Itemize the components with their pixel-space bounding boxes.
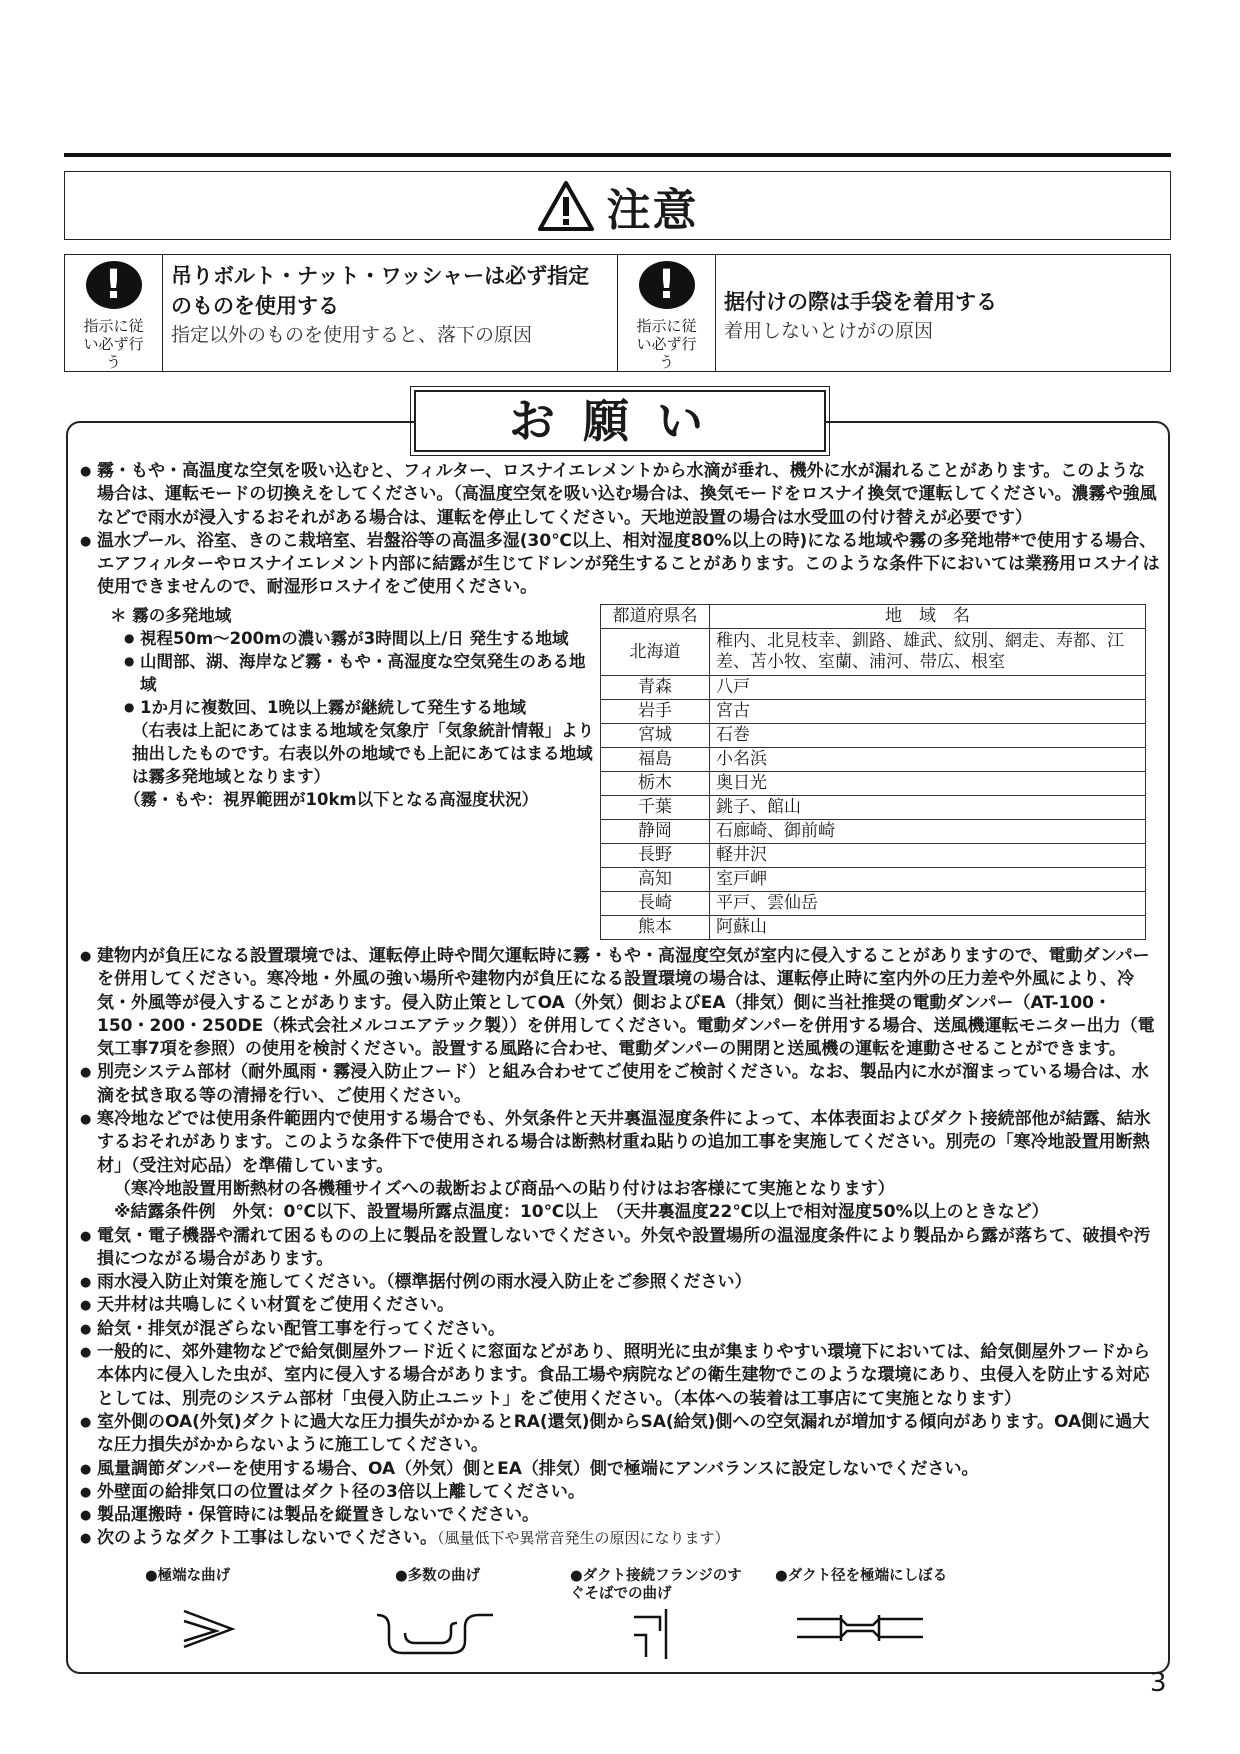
list-item: ● 雨水浸入防止対策を施してください。（標準据付例の雨水浸入防止をご参照ください） (80, 1271, 1160, 1294)
list-item: ● 室外側のOA(外気)ダクトに過大な圧力損失がかかるとRA(還気)側からSA(給気)側への空気漏れが増加する傾向があります。OA側に過大な圧力損失がかからないように施工してください。 (80, 1411, 1160, 1458)
prefecture-cell: 栃木 (601, 772, 710, 796)
prefecture-cell: 静岡 (601, 820, 710, 844)
table-row (601, 844, 1146, 868)
region-cell: 軽井沢 (710, 844, 1146, 868)
prefecture-cell: 岩手 (601, 700, 710, 724)
region-cell: 宮古 (710, 700, 1146, 724)
list-item: ● 外壁面の給排気口の位置はダクト径の3倍以上離してください。 (80, 1481, 1160, 1504)
table-row (601, 748, 1146, 772)
region-cell: 石廊崎、御前崎 (710, 820, 1146, 844)
prefecture-cell: 福島 (601, 748, 710, 772)
prefecture-cell: 長野 (601, 844, 710, 868)
condensation-note: ※結露条件例 外気：0℃以下、設置場所露点温度：10℃以上 （天井裏温度22℃以上で相対湿度50%以上のときなど） (114, 1202, 1049, 1223)
region-cell: 銚子、館山 (710, 796, 1146, 820)
duct-warning: 次のようなダクト工事はしないでください。 (97, 1528, 437, 1549)
caution-title: 注意 (606, 184, 699, 236)
requests-title: お願い (414, 390, 826, 452)
table-row (601, 868, 1146, 892)
list-item: ● 製品運搬時・保管時には製品を縦置きしないでください。 (80, 1504, 1160, 1527)
column-header: 都道府県名 (601, 605, 710, 629)
table-row (601, 700, 1146, 724)
prefecture-cell: 高知 (601, 868, 710, 892)
table-header-row (601, 605, 1146, 629)
table-row (601, 629, 1146, 676)
prefecture-cell: 北海道 (601, 629, 710, 676)
region-table (600, 604, 1146, 940)
prefecture-cell: 千葉 (601, 796, 710, 820)
fog-heading: ＊ 霧の多発地域 (110, 606, 232, 625)
fog-area-note (104, 604, 598, 811)
instruction-label: 指示に従い必ず行う (83, 317, 144, 371)
duct-narrowing-icon (795, 1613, 925, 1643)
list-item: ● 天井材は共鳴しにくい材質をご使用ください。 (80, 1294, 1160, 1317)
list-item: ● 風量調節ダンパーを使用する場合、OA（外気）側とEA（排気）側で極端にアンバランスに設定しないでください。 (80, 1458, 1160, 1481)
list-item: ● 山間部、湖、海岸など霧・もや・高湿度な空気発生のある地域 (104, 650, 598, 696)
list-item: ● 給気・排気が混ざらない配管工事を行ってください。 (80, 1318, 1160, 1341)
warning-detail: 着用しないとけがの原因 (724, 320, 934, 342)
list-item: ● 電気・電子機器や濡れて困るものの上に製品を設置しないでください。外気や設置場所の温湿度条件により製品から露が落ちて、破損や汚損につながる場合があります。 (80, 1225, 1160, 1272)
table-row (601, 820, 1146, 844)
page-number: 3 (1150, 1668, 1167, 1698)
warning-text-1 (163, 255, 618, 371)
lower-bullets (80, 945, 1160, 1551)
duct-example-label: ●ダクト接続フランジのすぐそばでの曲げ (570, 1568, 742, 1602)
warning-row (64, 254, 1171, 372)
prefecture-cell: 熊本 (601, 916, 710, 940)
list-item: ● 一般的に、郊外建物などで給気側屋外フード近くに窓面などがあり、照明光に虫が集まりやすい環境下においては、給気側屋外フードから本体内に侵入した虫が、室内に侵入する場合があります。食品工場や病院などの衛生建物でこのような環境にあり、虫侵入を防止する対応としては、別売のシステム部材「虫侵入防止ユニット」をご使用ください。（本体への装着は工事店にて実施となります） (80, 1341, 1160, 1411)
column-header: 地 域 名 (710, 605, 1146, 629)
table-row (601, 772, 1146, 796)
duct-examples (140, 1567, 1140, 1662)
table-row (601, 892, 1146, 916)
list-item: ● 寒冷地などでは使用条件範囲内で使用する場合でも、外気条件と天井裏温湿度条件によって、本体表面およびダクト接続部他が結露、結氷するおそれがあります。このような条件下で使用される場合は断熱材重ね貼りの追加工事を実施してください。別売の「寒冷地設置用断熱材」（受注対応品）を準備しています。 (80, 1108, 1160, 1178)
region-cell: 稚内、北見枝幸、釧路、雄武、紋別、網走、寿都、江差、苫小牧、室蘭、浦河、帯広、根室 (710, 629, 1146, 676)
list-item: ● 霧・もや・高温度な空気を吸い込むと、フィルター、ロスナイエレメントから水滴が垂れ、機外に水が漏れることがあります。このような場合は、運転モードの切換えをしてください。（高温度空気を吸い込む場合は、換気モードをロスナイ換気で運転してください。濃霧や強風などで雨水が浸入するおそれがある場合は、運転を停止してください。天地逆設置の場合は水受皿の付け替えが必要です） (80, 460, 1160, 530)
region-cell: 平戸、雲仙岳 (710, 892, 1146, 916)
region-cell: 八戸 (710, 676, 1146, 700)
duct-example-label: ●極端な曲げ (145, 1568, 231, 1584)
list-item: ● 建物内が負圧になる設置環境では、運転停止時や間欠運転時に霧・もや・高湿度空気が室内に侵入することがありますので、電動ダンパーを併用してください。寒冷地・外風の強い場所や建物内が負圧になる設置環境の場合は、運転停止時に室内外の圧力差や外風により、冷気・外風等が侵入することがあります。侵入防止策としてOA（外気）側およびEA（排気）側に当社推奨の電動ダンパー（AT-100・150・200・250DE（株式会社メルコエアテック製））を併用してください。電動ダンパーを併用する場合、送風機運転モニター出力（電気工事7項を参照）の使用を検討ください。設置する風路に合わせ、電動ダンパーの開閉と送風機の運転を連動させることができます。 (80, 945, 1160, 1061)
region-cell: 石巻 (710, 724, 1146, 748)
sharp-bend-icon (180, 1607, 240, 1657)
table-row (601, 796, 1146, 820)
top-rule (64, 153, 1171, 157)
warning-heading: 据付けの際は手袋を着用する (724, 290, 997, 314)
prefecture-cell: 青森 (601, 676, 710, 700)
caution-header (64, 171, 1171, 240)
flange-bend-icon (630, 1607, 690, 1662)
table-row (601, 724, 1146, 748)
region-cell: 阿蘇山 (710, 916, 1146, 940)
warning-triangle-icon (537, 180, 595, 232)
instruction-label: 指示に従い必ず行う (636, 317, 697, 371)
table-row (601, 916, 1146, 940)
fog-note-text: （霧・もや：視界範囲が10km以下となる高湿度状況） (124, 790, 539, 809)
exclamation-icon: ! (86, 261, 142, 309)
list-item: ● 1か月に複数回、1晩以上霧が継続して発生する地域 (104, 696, 598, 719)
warning-heading: 吊りボルト・ナット・ワッシャーは必ず指定のものを使用する (171, 264, 590, 318)
multiple-bends-icon (375, 1607, 495, 1657)
instruction-icon-cell (618, 255, 716, 371)
warning-detail: 指定以外のものを使用すると、落下の原因 (171, 324, 533, 346)
duct-example-label: ●ダクト径を極端にしぼる (775, 1568, 948, 1584)
prefecture-cell: 宮城 (601, 724, 710, 748)
instruction-icon-cell (65, 255, 163, 371)
exclamation-icon: ! (639, 261, 695, 309)
table-row (601, 676, 1146, 700)
region-cell: 室戸岬 (710, 868, 1146, 892)
duct-example-label: ●多数の曲げ (395, 1568, 481, 1584)
list-item: ● 別売システム部材（耐外風雨・霧浸入防止フード）と組み合わせてご使用をご検討ください。なお、製品内に水が溜まっている場合は、水滴を拭き取る等の清掃を行い、ご使用ください。 (80, 1061, 1160, 1108)
top-bullets (80, 460, 1160, 600)
list-item: ● 温水プール、浴室、きのこ栽培室、岩盤浴等の高温多湿(30℃以上、相対湿度80%以上の時)になる地域や霧の多発地帯*で使用する場合、エアフィルターやロスナイエレメント内部に結露が生じてドレンが発生することがあります。このような条件下においては業務用ロスナイは使用できませんので、耐湿形ロスナイをご使用ください。 (80, 530, 1160, 600)
region-cell: 奥日光 (710, 772, 1146, 796)
list-item (80, 1527, 1160, 1550)
warning-text-2 (716, 255, 1170, 371)
fog-note-text: （右表は上記にあてはまる地域を気象庁「気象統計情報」より抽出したものです。右表以外の地域でも上記にあてはまる地域は霧多発地域となります） (132, 721, 594, 786)
prefecture-cell: 長崎 (601, 892, 710, 916)
insulation-note: （寒冷地設置用断熱材の各機種サイズへの裁断および商品への貼り付けはお客様にて実施となります） (114, 1178, 895, 1199)
region-cell: 小名浜 (710, 748, 1146, 772)
duct-warning-note: （風量低下や異常音発生の原因になります） (437, 1529, 730, 1548)
list-item: ● 視程50m～200mの濃い霧が3時間以上/日 発生する地域 (104, 627, 598, 650)
